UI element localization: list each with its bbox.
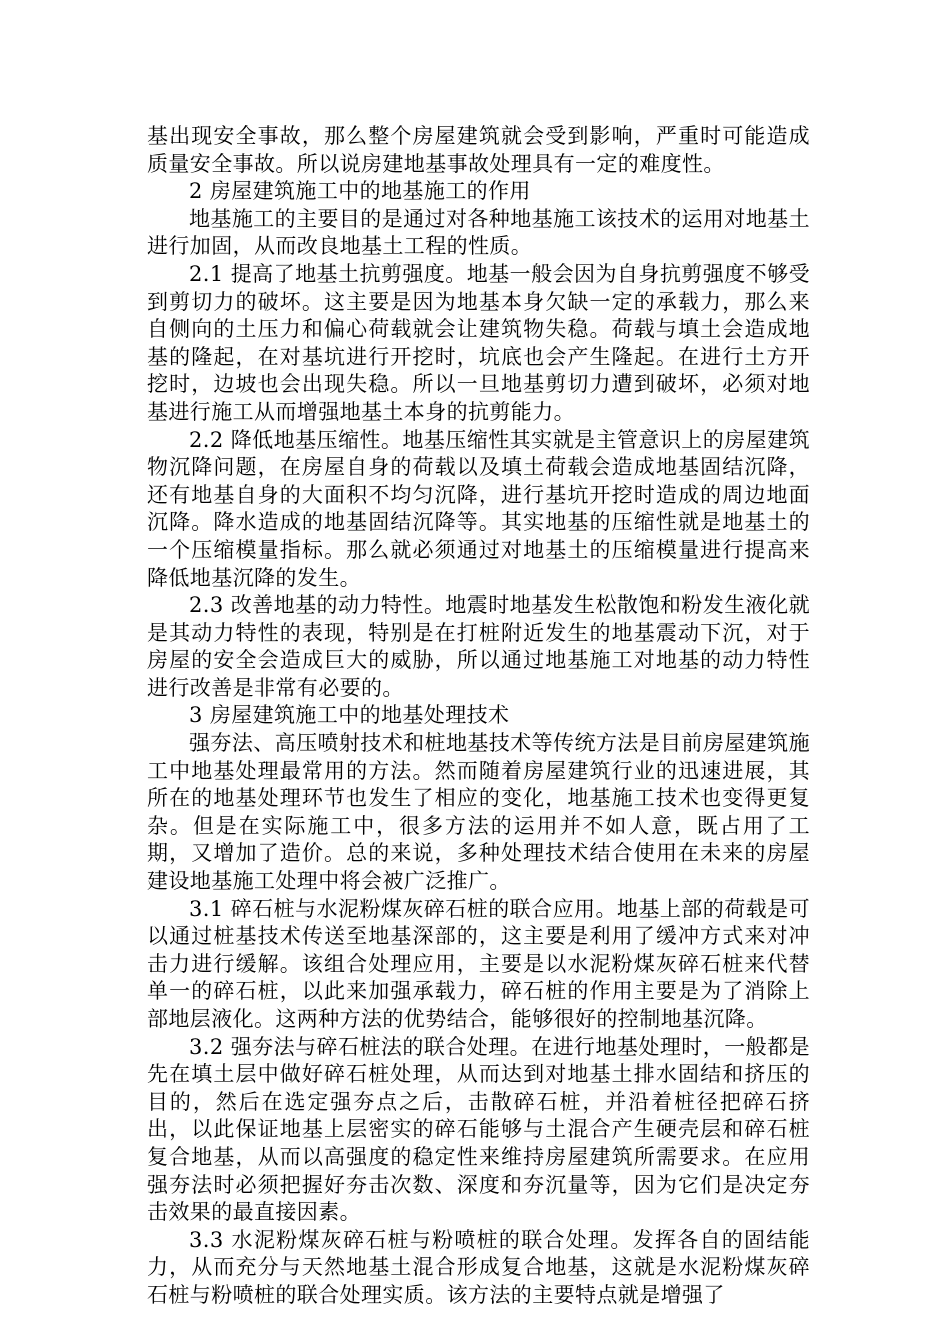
paragraph: 地基施工的主要目的是通过对各种地基施工该技术的运用对地基土进行加固，从而改良地基土工程的性质。: [147, 206, 810, 259]
paragraph-3-3: 3.3 水泥粉煤灰碎石桩与粉喷桩的联合处理。发挥各自的固结能力，从而充分与天然地基土混合形成复合地基，这就是水泥粉煤灰碎石桩与粉喷桩的联合处理实质。该方法的主要特点就是增强了: [147, 1227, 810, 1307]
paragraph-3-1: 3.1 碎石桩与水泥粉煤灰碎石桩的联合应用。地基上部的荷载是可以通过桩基技术传送至地基深部的，这主要是利用了缓冲方式来对冲击力进行缓解。该组合处理应用，主要是以水泥粉煤灰碎石桩来代替单一的碎石桩，以此来加强承载力，碎石桩的作用主要是为了消除上部地层液化。这两种方法的优势结合，能够很好的控制地基沉降。: [147, 896, 810, 1031]
paragraph-2-1: 2.1 提高了地基土抗剪强度。地基一般会因为自身抗剪强度不够受到剪切力的破坏。这主要是因为地基本身欠缺一定的承载力，那么来自侧向的土压力和偏心荷载就会让建筑物失稳。荷载与填土会造成地基的隆起，在对基坑进行开挖时，坑底也会产生隆起。在进行土方开挖时，边坡也会出现失稳。所以一旦地基剪切力遭到破坏，必须对地基进行施工从而增强地基土本身的抗剪能力。: [147, 261, 810, 424]
paragraph-2-3: 2.3 改善地基的动力特性。地震时地基发生松散饱和粉发生液化就是其动力特性的表现，特别是在打桩附近发生的地基震动下沉，对于房屋的安全会造成巨大的威胁，所以通过地基施工对地基的动力特性进行改善是非常有必要的。: [147, 593, 810, 700]
paragraph-continuation: 基出现安全事故，那么整个房屋建筑就会受到影响，严重时可能造成质量安全事故。所以说房建地基事故处理具有一定的难度性。: [147, 124, 810, 176]
section-heading-3: 3 房屋建筑施工中的地基处理技术: [189, 703, 510, 728]
paragraph-3-2: 3.2 强夯法与碎石桩法的联合处理。在进行地基处理时，一般都是先在填土层中做好碎石桩处理，从而达到对地基土排水固结和挤压的目的，然后在选定强夯点之后，击散碎石桩，并沿着桩径把碎石挤出，以此保证地基上层密实的碎石能够与土混合产生硬壳层和碎石桩复合地基，从而以高强度的稳定性来维持房屋建筑所需要求。在应用强夯法时必须把握好夯击次数、深度和夯沉量等，因为它们是决定夯击效果的最直接因素。: [147, 1034, 810, 1225]
section-heading-2: 2 房屋建筑施工中的地基施工的作用: [189, 179, 531, 204]
paragraph-2-2: 2.2 降低地基压缩性。地基压缩性其实就是主管意识上的房屋建筑物沉降问题，在房屋自身的荷载以及填土荷载会造成地基固结沉降，还有地基自身的大面积不均匀沉降，进行基坑开挖时造成的周边地面沉降。降水造成的地基固结沉降等。其实地基的压缩性就是地基土的一个压缩模量指标。那么就必须通过对地基土的压缩模量进行提高来降低地基沉降的发生。: [147, 427, 810, 590]
body-text: [147, 123, 810, 1310]
paragraph: 强夯法、高压喷射技术和桩地基技术等传统方法是目前房屋建筑施工中地基处理最常用的方法。然而随着房屋建筑行业的迅速进展，其所在的地基处理环节也发生了相应的变化，地基施工技术也变得更复杂。但是在实际施工中，很多方法的运用并不如人意，既占用了工期，又增加了造价。总的来说，多种处理技术结合使用在未来的房屋建设地基施工处理中将会被广泛推广。: [147, 731, 810, 894]
